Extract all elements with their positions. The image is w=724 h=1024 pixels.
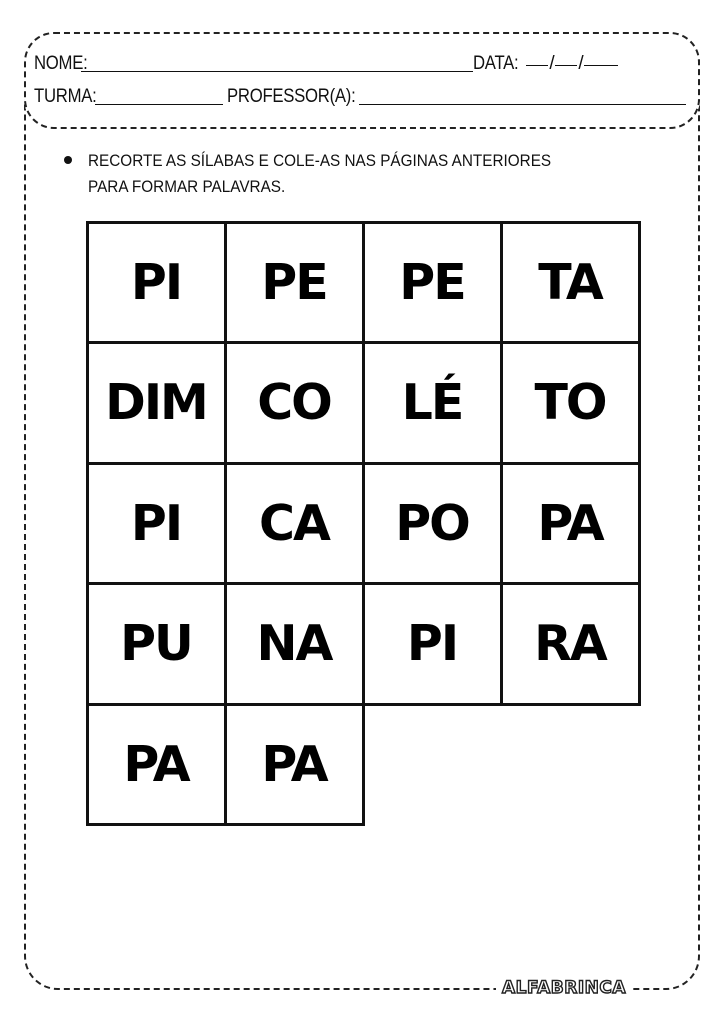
date-field[interactable] <box>526 48 618 75</box>
teacher-field[interactable] <box>359 87 686 105</box>
syllable-card[interactable]: LÉ <box>362 341 503 465</box>
date-month-field[interactable] <box>555 48 577 66</box>
syllable-card[interactable]: PU <box>86 582 227 706</box>
bullet-icon <box>64 156 72 164</box>
student-info-header <box>24 32 700 129</box>
name-field[interactable] <box>81 54 473 72</box>
header-row-name-date <box>34 48 686 75</box>
syllable-card[interactable]: DIM <box>86 341 227 465</box>
syllable-card[interactable]: PI <box>362 582 503 706</box>
header-row-class-teacher <box>34 86 686 108</box>
syllable-card[interactable]: PE <box>224 221 365 345</box>
syllable-card[interactable]: RA <box>500 582 641 706</box>
date-year-field[interactable] <box>584 48 618 66</box>
date-separator: / <box>578 53 584 74</box>
syllable-card[interactable]: PI <box>86 221 227 345</box>
name-label: NOME: <box>34 53 88 74</box>
brand-logo: ALFABRINCA <box>496 975 632 1001</box>
syllable-card[interactable]: PO <box>362 462 503 586</box>
class-field[interactable] <box>95 87 223 105</box>
syllable-card[interactable]: NA <box>224 582 365 706</box>
syllable-card[interactable]: PA <box>86 703 227 827</box>
syllable-card[interactable]: TA <box>500 221 641 345</box>
date-day-field[interactable] <box>526 48 548 66</box>
instruction <box>64 148 644 200</box>
class-label: TURMA: <box>34 86 97 107</box>
syllable-card[interactable]: CA <box>224 462 365 586</box>
syllable-card[interactable]: PE <box>362 221 503 345</box>
date-separator: / <box>549 53 555 74</box>
syllable-card[interactable]: PI <box>86 462 227 586</box>
instruction-line-1: RECORTE AS SÍLABAS E COLE-AS NAS PÁGINAS ANTERIORES <box>88 151 552 170</box>
syllable-card[interactable]: TO <box>500 341 641 465</box>
teacher-label: PROFESSOR(A): <box>227 86 356 107</box>
date-label: DATA: <box>472 53 519 74</box>
syllable-card[interactable]: CO <box>224 341 365 465</box>
instruction-line-2: PARA FORMAR PALAVRAS. <box>88 177 286 196</box>
syllable-card[interactable]: PA <box>224 703 365 827</box>
syllable-card[interactable]: PA <box>500 462 641 586</box>
syllable-grid <box>87 222 639 825</box>
